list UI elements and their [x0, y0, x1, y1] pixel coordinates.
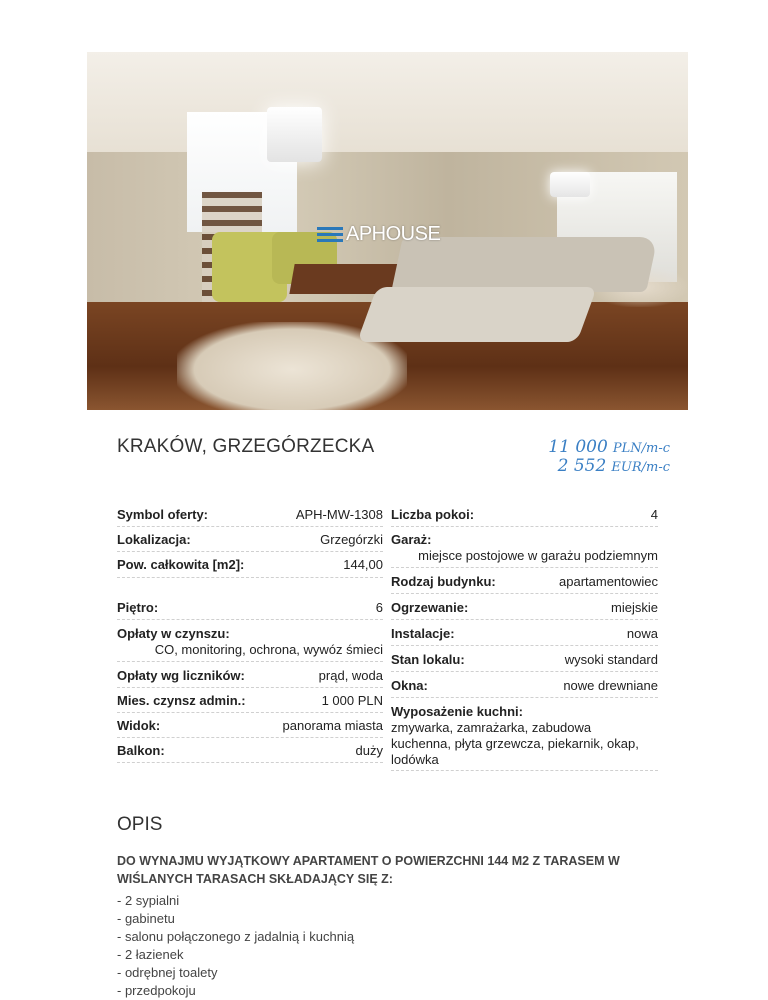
detail-value: apartamentowiec: [559, 574, 658, 589]
detail-garage: [391, 532, 658, 568]
description-list: [117, 892, 354, 1000]
detail-value: wysoki standard: [564, 652, 658, 667]
section-heading: OPIS: [117, 814, 163, 835]
list-item: - przedpokoju: [117, 983, 196, 998]
detail-label: Pow. całkowita [m2]:: [117, 557, 245, 572]
detail-label: Widok:: [117, 718, 161, 733]
list-item: - odrębnej toalety: [117, 965, 218, 980]
detail-value: panorama miasta: [282, 718, 383, 733]
detail-label: Wyposażenie kuchni:: [391, 704, 523, 719]
detail-value-line: kuchenna, płyta grzewcza, piekarnik, okap,: [391, 736, 639, 751]
detail-label: Mies. czynsz admin.:: [117, 693, 246, 708]
list-item: - 2 sypialni: [117, 893, 180, 908]
list-item: - 2 łazienek: [117, 947, 184, 962]
detail-value: CO, monitoring, ochrona, wywóz śmieci: [154, 642, 383, 657]
logo-bars-icon: [317, 227, 343, 242]
detail-value: 4: [650, 507, 658, 522]
detail-label: Instalacje:: [391, 626, 455, 641]
property-photo: [87, 52, 688, 410]
detail-balcony: [117, 743, 383, 763]
description-intro-line: WIŚLANYCH TARASACH SKŁADAJĄCY SIĘ Z:: [117, 872, 393, 886]
detail-symbol: [117, 507, 383, 527]
detail-admin-rent: [117, 693, 383, 713]
detail-area: [117, 557, 383, 578]
detail-rent-fees: [117, 626, 383, 662]
detail-value: prąd, woda: [318, 668, 383, 683]
detail-installations: [391, 626, 658, 646]
detail-label: Lokalizacja:: [117, 532, 191, 547]
price-pln-unit: PLN/m-c: [612, 441, 670, 456]
detail-label: Piętro:: [117, 600, 159, 615]
detail-label: Symbol oferty:: [117, 507, 209, 522]
detail-label: Balkon:: [117, 743, 165, 758]
detail-value: 1 000 PLN: [321, 693, 383, 708]
detail-label: Rodzaj budynku:: [391, 574, 496, 589]
detail-rooms: [391, 507, 658, 527]
detail-value: 6: [375, 600, 383, 615]
detail-label: Ogrzewanie:: [391, 600, 469, 615]
detail-view: [117, 718, 383, 738]
detail-windows: [391, 678, 658, 698]
detail-value-line: zmywarka, zamrażarka, zabudowa: [391, 720, 592, 735]
description-intro-line: DO WYNAJMU WYJĄTKOWY APARTAMENT O POWIERZCHNI 144 M2 Z TARASEM W: [117, 854, 620, 868]
detail-condition: [391, 652, 658, 672]
detail-building: [391, 574, 658, 594]
photo-chandelier: [267, 107, 322, 162]
detail-floor: [117, 600, 383, 620]
watermark-logo: [317, 222, 440, 246]
detail-label: Stan lokalu:: [391, 652, 465, 667]
detail-heating: [391, 600, 658, 620]
detail-label: Okna:: [391, 678, 428, 693]
list-item: - salonu połączonego z jadalnią i kuchnią: [117, 929, 355, 944]
photo-ceiling: [87, 52, 688, 162]
detail-value: miejsce postojowe w garażu podziemnym: [418, 548, 658, 563]
detail-value: nowe drewniane: [563, 678, 658, 693]
detail-value-line: lodówka: [391, 752, 439, 767]
logo-text: APHOUSE: [346, 222, 441, 245]
detail-label: Garaż:: [391, 532, 432, 547]
listing-title: KRAKÓW, GRZEGÓRZECKA: [117, 436, 375, 457]
photo-sofa: [357, 237, 657, 357]
detail-value: duży: [355, 743, 383, 758]
description-intro: [117, 852, 677, 888]
price-pln: [548, 437, 670, 457]
price-eur-value: 2 552: [557, 456, 607, 476]
detail-label: Opłaty wg liczników:: [117, 668, 245, 683]
price-eur: [558, 456, 670, 476]
detail-value: 144,00: [343, 557, 383, 572]
detail-meter-fees: [117, 668, 383, 688]
photo-chandelier-2: [550, 172, 590, 197]
price-pln-value: 11 000: [548, 437, 608, 457]
detail-value: Grzegórzki: [320, 532, 383, 547]
detail-location: [117, 532, 383, 552]
detail-label: Opłaty w czynszu:: [117, 626, 230, 641]
detail-kitchen: [391, 704, 658, 771]
list-item: - gabinetu: [117, 911, 175, 926]
detail-value: nowa: [626, 626, 658, 641]
detail-label: Liczba pokoi:: [391, 507, 475, 522]
detail-value: miejskie: [611, 600, 658, 615]
detail-value: APH-MW-1308: [295, 507, 383, 522]
price-eur-unit: EUR/m-c: [611, 460, 670, 475]
